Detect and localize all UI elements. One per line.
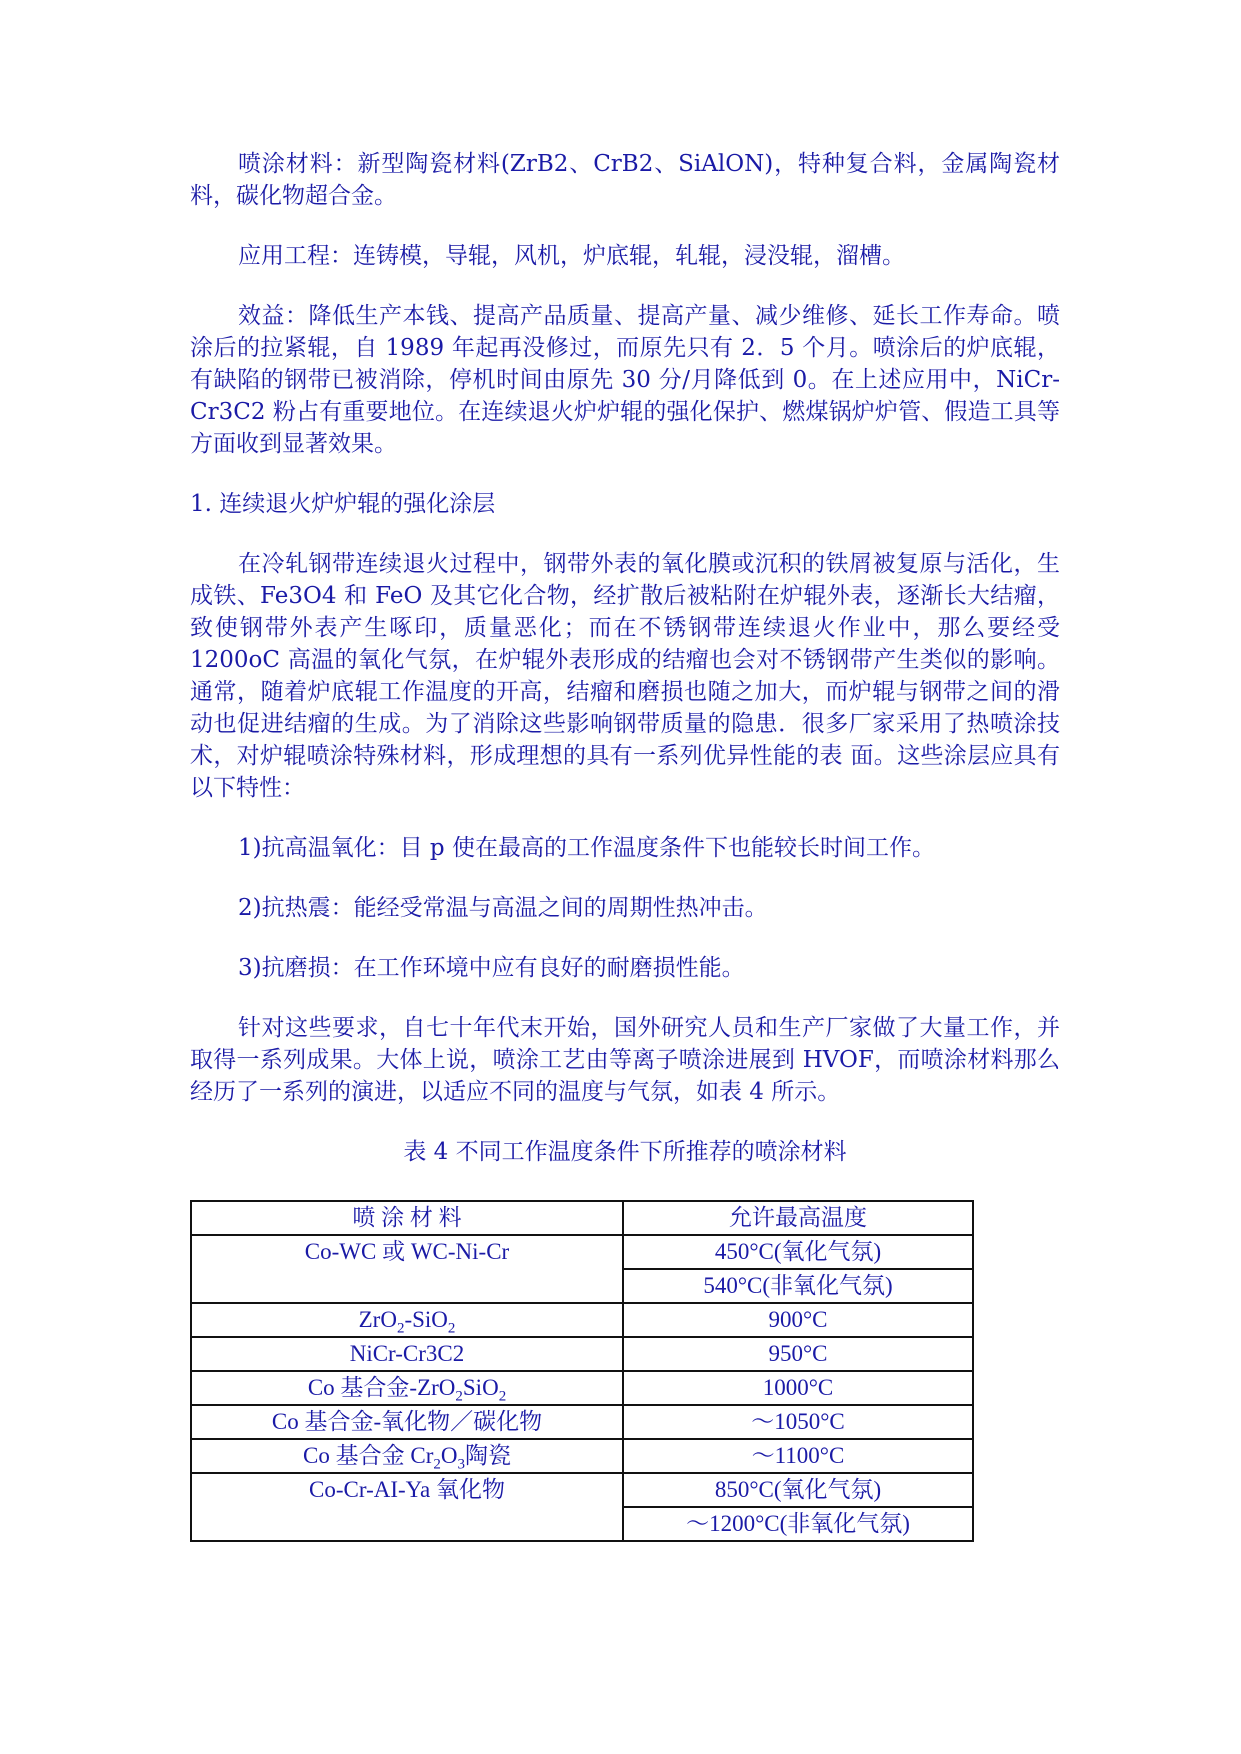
cell-material: Co 基合金-氧化物／碳化物	[191, 1405, 623, 1439]
cell-material: Co-Cr-AI-Ya 氧化物	[191, 1473, 623, 1541]
cell-temperature: ～1200°C(非氧化气氛)	[623, 1507, 973, 1541]
cell-material: Co-WC 或 WC-Ni-Cr	[191, 1235, 623, 1303]
paragraph-materials: 喷涂材料：新型陶瓷材料(ZrB2、CrB2、SiAlON)，特种复合料，金属陶瓷材料，碳化物超合金。	[190, 151, 1060, 209]
table-row	[191, 1235, 973, 1269]
cell-material: NiCr-Cr3C2	[191, 1337, 623, 1371]
table-header-row	[191, 1201, 973, 1235]
table-row	[191, 1371, 973, 1405]
cell-temperature: ～1100°C	[623, 1439, 973, 1473]
cell-temperature: 540°C(非氧化气氛)	[623, 1269, 973, 1303]
table-row	[191, 1405, 973, 1439]
cell-temperature: 850°C(氧化气氛)	[623, 1473, 973, 1507]
table-row	[191, 1337, 973, 1371]
section-heading: 1. 连续退火炉炉辊的强化涂层	[190, 491, 496, 517]
paragraph-intro: 在冷轧钢带连续退火过程中，钢带外表的氧化膜或沉积的铁屑被复原与活化，生成铁、Fe3O4 和 FeO 及其它化合物，经扩散后被粘附在炉辊外表，逐渐长大结瘤，致使钢带外表产生啄印，质量恶化；而在不锈钢带连续退火作业中，那么要经受 1200oC 高温的氧化气氛，在炉辊外表形成的结瘤也会对不锈钢带产生类似的影响。通常，随着炉底辊工作温度的开高，结瘤和磨损也随之加大，而炉辊与钢带之间的滑动也促进结瘤的生成。为了消除这些影响钢带质量的隐患．很多厂家采用了热喷涂技术，对炉辊喷涂特殊材料，形成理想的具有一系列优异性能的表 面。这些涂层应具有以下特性：	[190, 551, 1060, 801]
table-caption: 表 4 不同工作温度条件下所推荐的喷涂材料	[403, 1139, 847, 1165]
table-row	[191, 1439, 973, 1473]
cell-temperature: 900°C	[623, 1303, 973, 1337]
header-material: 喷 涂 材 料	[191, 1201, 623, 1235]
paragraph-applications: 应用工程：连铸模，导辊，风机，炉底辊，轧辊，浸没辊，溜槽。	[238, 243, 905, 269]
table-row	[191, 1303, 973, 1337]
list-item-2: 2)抗热震：能经受常温与高温之间的周期性热冲击。	[238, 895, 768, 921]
cell-material: ZrO$_2$-SiO$_2$	[191, 1303, 623, 1337]
list-item-1: 1)抗高温氧化：目 p 使在最高的工作温度条件下也能较长时间工作。	[238, 835, 935, 861]
document-page	[190, 148, 1060, 1542]
table-row	[191, 1473, 973, 1507]
cell-temperature: ～1050°C	[623, 1405, 973, 1439]
header-temperature: 允许最高温度	[623, 1201, 973, 1235]
paragraph-closing: 针对这些要求，自七十年代末开始，国外研究人员和生产厂家做了大量工作，并取得一系列成果。大体上说，喷涂工艺由等离子喷涂进展到 HVOF，而喷涂材料那么经历了一系列的演进，以适应不同的温度与气氛，如表 4 所示。	[190, 1015, 1060, 1105]
list-item-3: 3)抗磨损：在工作环境中应有良好的耐磨损性能。	[238, 955, 745, 981]
paragraph-benefits: 效益：降低生产本钱、提高产品质量、提高产量、减少维修、延长工作寿命。喷涂后的拉紧辊，自 1989 年起再没修过，而原先只有 2．5 个月。喷涂后的炉底辊，有缺陷的钢带已被消除，停机时间由原先 30 分/月降低到 0。在上述应用中，NiCr-Cr3C2 粉占有重要地位。在连续退火炉炉辊的强化保护、燃煤锅炉炉管、假造工具等方面收到显著效果。	[190, 303, 1060, 457]
cell-material: Co 基合金-ZrO$_2$SiO$_2$	[191, 1371, 623, 1405]
cell-temperature: 950°C	[623, 1337, 973, 1371]
materials-table	[190, 1200, 974, 1542]
cell-temperature: 450°C(氧化气氛)	[623, 1235, 973, 1269]
cell-material: Co 基合金 $Cr_2O_3$陶瓷	[191, 1439, 623, 1473]
cell-temperature: 1000°C	[623, 1371, 973, 1405]
